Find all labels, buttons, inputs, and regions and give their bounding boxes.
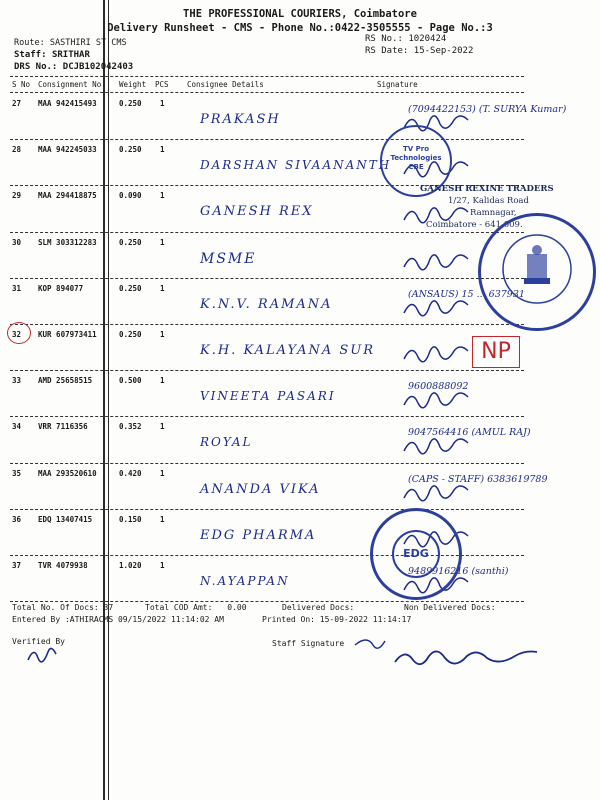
row-consignee-handwritten: N.AYAPPAN (200, 574, 290, 588)
row-sno: 32 (12, 330, 22, 339)
staff-label: Staff: (14, 50, 47, 60)
row-pcs: 1 (160, 99, 165, 108)
row-consignment-no: KUR 607973411 (38, 330, 97, 339)
table-row (0, 510, 600, 556)
row-sno: 30 (12, 237, 22, 247)
tv-pro-stamp-text: TV Pro Technologies CBE (390, 145, 442, 172)
staff-signature-small (355, 640, 385, 648)
row-sno: 28 (12, 145, 22, 155)
row-pcs: 1 (160, 376, 165, 386)
np-mark (472, 336, 520, 368)
row-weight: 0.250 (119, 283, 142, 293)
total-docs-value: 37 (103, 603, 114, 612)
row-signature-scribble (400, 295, 480, 323)
row-signature-note: (ANSAUS) 15 ... 637931 (408, 288, 525, 300)
row-signature-note: 9600888092 (408, 381, 469, 393)
verified-by-label: Verified By (12, 637, 65, 646)
row-sno: 27 (12, 99, 22, 108)
table-row (0, 556, 600, 602)
table-row (0, 140, 600, 186)
table-row (0, 464, 600, 510)
row-signature-scribble (400, 249, 480, 277)
row-pcs: 1 (160, 468, 165, 478)
row-weight: 0.150 (119, 514, 142, 524)
edg-stamp (370, 508, 462, 600)
row-consignee-handwritten: MSME (200, 250, 257, 267)
row-consignee-handwritten: VINEETA PASARI (200, 389, 336, 404)
row-weight: 0.250 (119, 330, 142, 339)
row-pcs: 1 (160, 283, 165, 293)
rs-date-label: RS Date: (365, 46, 409, 56)
rs-no-value: 1020424 (408, 34, 447, 44)
col-signature: Signature (377, 80, 418, 89)
staff-signature-large (395, 651, 537, 664)
route-value: SASTHIRI ST CMS (49, 38, 127, 48)
col-consignee: Consignee Details (187, 80, 264, 89)
row-weight: 0.500 (119, 376, 142, 386)
row-consignee-handwritten: ANANDA VIKA (200, 481, 321, 497)
row-weight: 0.250 (119, 145, 142, 155)
row-sno: 37 (12, 561, 22, 570)
row-consignment-no: EDQ 13407415 (38, 514, 93, 524)
row-pcs: 1 (160, 330, 165, 339)
route-line (14, 38, 127, 48)
col-pcs: PCS (155, 80, 169, 89)
row-consignee-handwritten: K.H. KALAYANA SUR (200, 343, 376, 358)
row-consignment-no: AMD 25658515 (38, 376, 93, 386)
row-consignee-handwritten: ROYAL (200, 435, 253, 450)
row-sno: 34 (12, 422, 22, 432)
ganesh-stamp-line4: Coimbatore - 641 009. (426, 220, 523, 230)
row-signature-note: (CAPS - STAFF) 6383619789 (408, 473, 548, 485)
row-pcs: 1 (160, 422, 165, 432)
rs-no-label: RS No.: (365, 34, 403, 44)
row-signature-note: (7094422153) (T. SURYA Kumar) (408, 104, 567, 115)
row-pcs: 1 (160, 561, 165, 570)
non-delivered-docs-label: Non Delivered Docs: (404, 603, 496, 612)
drs-line (14, 62, 133, 72)
row-consignment-no: MAA 293520610 (38, 468, 97, 478)
row-pcs: 1 (160, 514, 165, 524)
header-top-rule (10, 76, 524, 77)
staff-value: SRITHAR (51, 50, 90, 60)
row-signature-scribble (400, 433, 480, 461)
row-signature-note: 9489916216 (santhi) (408, 566, 509, 577)
col-weight: Weight (119, 80, 147, 89)
edg-stamp-text: EDG (403, 547, 429, 560)
row-weight: 0.090 (119, 191, 142, 201)
row-weight: 0.352 (119, 422, 142, 432)
row-sno: 35 (12, 468, 22, 478)
table-row (0, 94, 600, 140)
total-docs-line (12, 603, 113, 612)
col-sno: S No (12, 80, 31, 89)
row-pcs: 1 (160, 191, 165, 201)
row-consignment-no: VRR 7116356 (38, 422, 88, 432)
drs-value: DCJB102042403 (62, 62, 134, 72)
row-signature-scribble (400, 387, 480, 415)
ganesh-stamp-line2: 1/27, Kalidas Road (448, 196, 529, 206)
drs-label: DRS No.: (14, 62, 58, 72)
company-title: THE PROFESSIONAL COURIERS, Coimbatore (183, 8, 417, 20)
emblem-icon (484, 216, 590, 322)
cod-line (145, 603, 247, 612)
row-sno: 31 (12, 283, 22, 293)
row-sno: 33 (12, 376, 22, 386)
row-32-circle-mark (7, 322, 31, 344)
row-pcs: 1 (160, 145, 165, 155)
ganesh-stamp-line3: Ramnagar, (470, 208, 517, 218)
delivered-docs-label: Delivered Docs: (282, 603, 355, 612)
row-weight: 0.250 (119, 237, 142, 247)
entered-by-line: Entered By :ATHIRACMS 09/15/2022 11:14:02 AM (12, 615, 224, 624)
row-sno: 29 (12, 191, 22, 201)
row-signature-scribble (400, 341, 480, 369)
total-docs-label: Total No. Of Docs: (12, 603, 99, 612)
row-consignee-handwritten: PRAKASH (200, 112, 281, 127)
rs-date-value: 15-Sep-2022 (413, 46, 474, 56)
route-label: Route: (14, 38, 45, 48)
row-weight: 0.250 (119, 99, 142, 108)
edg-stamp-inner (392, 530, 440, 578)
row-pcs: 1 (160, 237, 165, 247)
rs-no-line (365, 34, 446, 44)
row-consignee-handwritten: EDG PHARMA (200, 527, 317, 543)
cod-value: 0.00 (227, 603, 247, 612)
table-row (0, 371, 600, 417)
row-consignment-no: MAA 294418875 (38, 191, 97, 201)
header-bottom-rule (10, 92, 524, 93)
np-mark-text: NP (481, 339, 511, 364)
row-consignee-handwritten: GANESH REX (200, 204, 314, 220)
row-consignment-no: MAA 942245033 (38, 145, 97, 155)
cod-label: Total COD Amt: (145, 603, 213, 612)
row-consignment-no: MAA 942415493 (38, 99, 97, 108)
row-consignment-no: TVR 4079938 (38, 561, 88, 570)
row-consignee-handwritten: K.N.V. RAMANA (200, 296, 333, 312)
row-sno: 36 (12, 514, 22, 524)
row-weight: 0.420 (119, 468, 142, 478)
ganesh-stamp-line1: GANESH REXINE TRADERS (420, 184, 554, 194)
row-signature-scribble (400, 480, 480, 508)
staff-signature-label: Staff Signature (272, 639, 345, 648)
col-consignment: Consignment No (38, 80, 102, 89)
row-signature-note: 9047564416 (AMUL RAJ) (408, 427, 531, 439)
row-consignment-no: KOP 894077 (38, 283, 84, 293)
row-weight: 1.020 (119, 561, 142, 570)
table-row (0, 417, 600, 463)
row-consignment-no: SLM 303312283 (38, 237, 97, 247)
runsheet-subtitle: Delivery Runsheet - CMS - Phone No.:0422-3505555 - Page No.:3 (107, 22, 493, 34)
printed-on-line: Printed On: 15-09-2022 11:14:17 (262, 615, 412, 624)
rs-date-line (365, 46, 473, 56)
row-consignee-handwritten: DARSHAN SIVAANANTH (200, 158, 392, 173)
staff-line (14, 50, 90, 60)
verified-signature (28, 648, 56, 661)
govt-seal-stamp (478, 213, 596, 331)
